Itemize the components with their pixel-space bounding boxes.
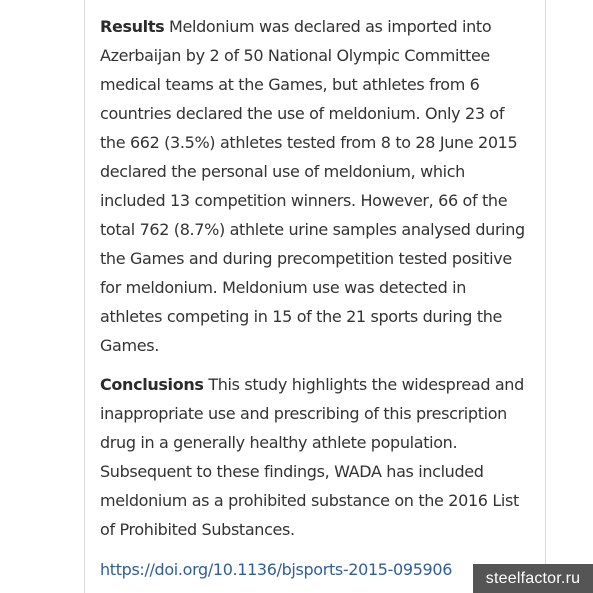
abstract-content (100, 12, 530, 584)
conclusions-paragraph (100, 370, 530, 544)
doi-link[interactable]: https://doi.org/10.1136/bjsports-2015-095906 (100, 560, 453, 579)
site-watermark: steelfactor.ru (473, 564, 593, 593)
results-paragraph (100, 12, 530, 360)
results-text: Meldonium was declared as imported into Azerbaijan by 2 of 50 National Olympic Committee medical teams at the Games, but athletes from 6 countries declared the use of meldonium. Only 23 of the 662 (3.5%) athletes tested from 8 to 28 June 2015 declared the personal use of meldonium, which included 13 competition winners. However, 66 of the total 762 (8.7%) athlete urine samples analysed during the Games and during precompetition tested positive for meldonium. Meldonium use was detected in athletes competing in 15 of the 21 sports during the Games. (100, 17, 525, 355)
conclusions-label: Conclusions (100, 375, 204, 394)
conclusions-text: This study highlights the widespread and inappropriate use and prescribing of this prescription drug in a generally healthy athlete population. Subsequent to these findings, WADA has included meldonium as a prohibited substance on the 2016 List of Prohibited Substances. (100, 375, 524, 539)
results-label: Results (100, 17, 165, 36)
